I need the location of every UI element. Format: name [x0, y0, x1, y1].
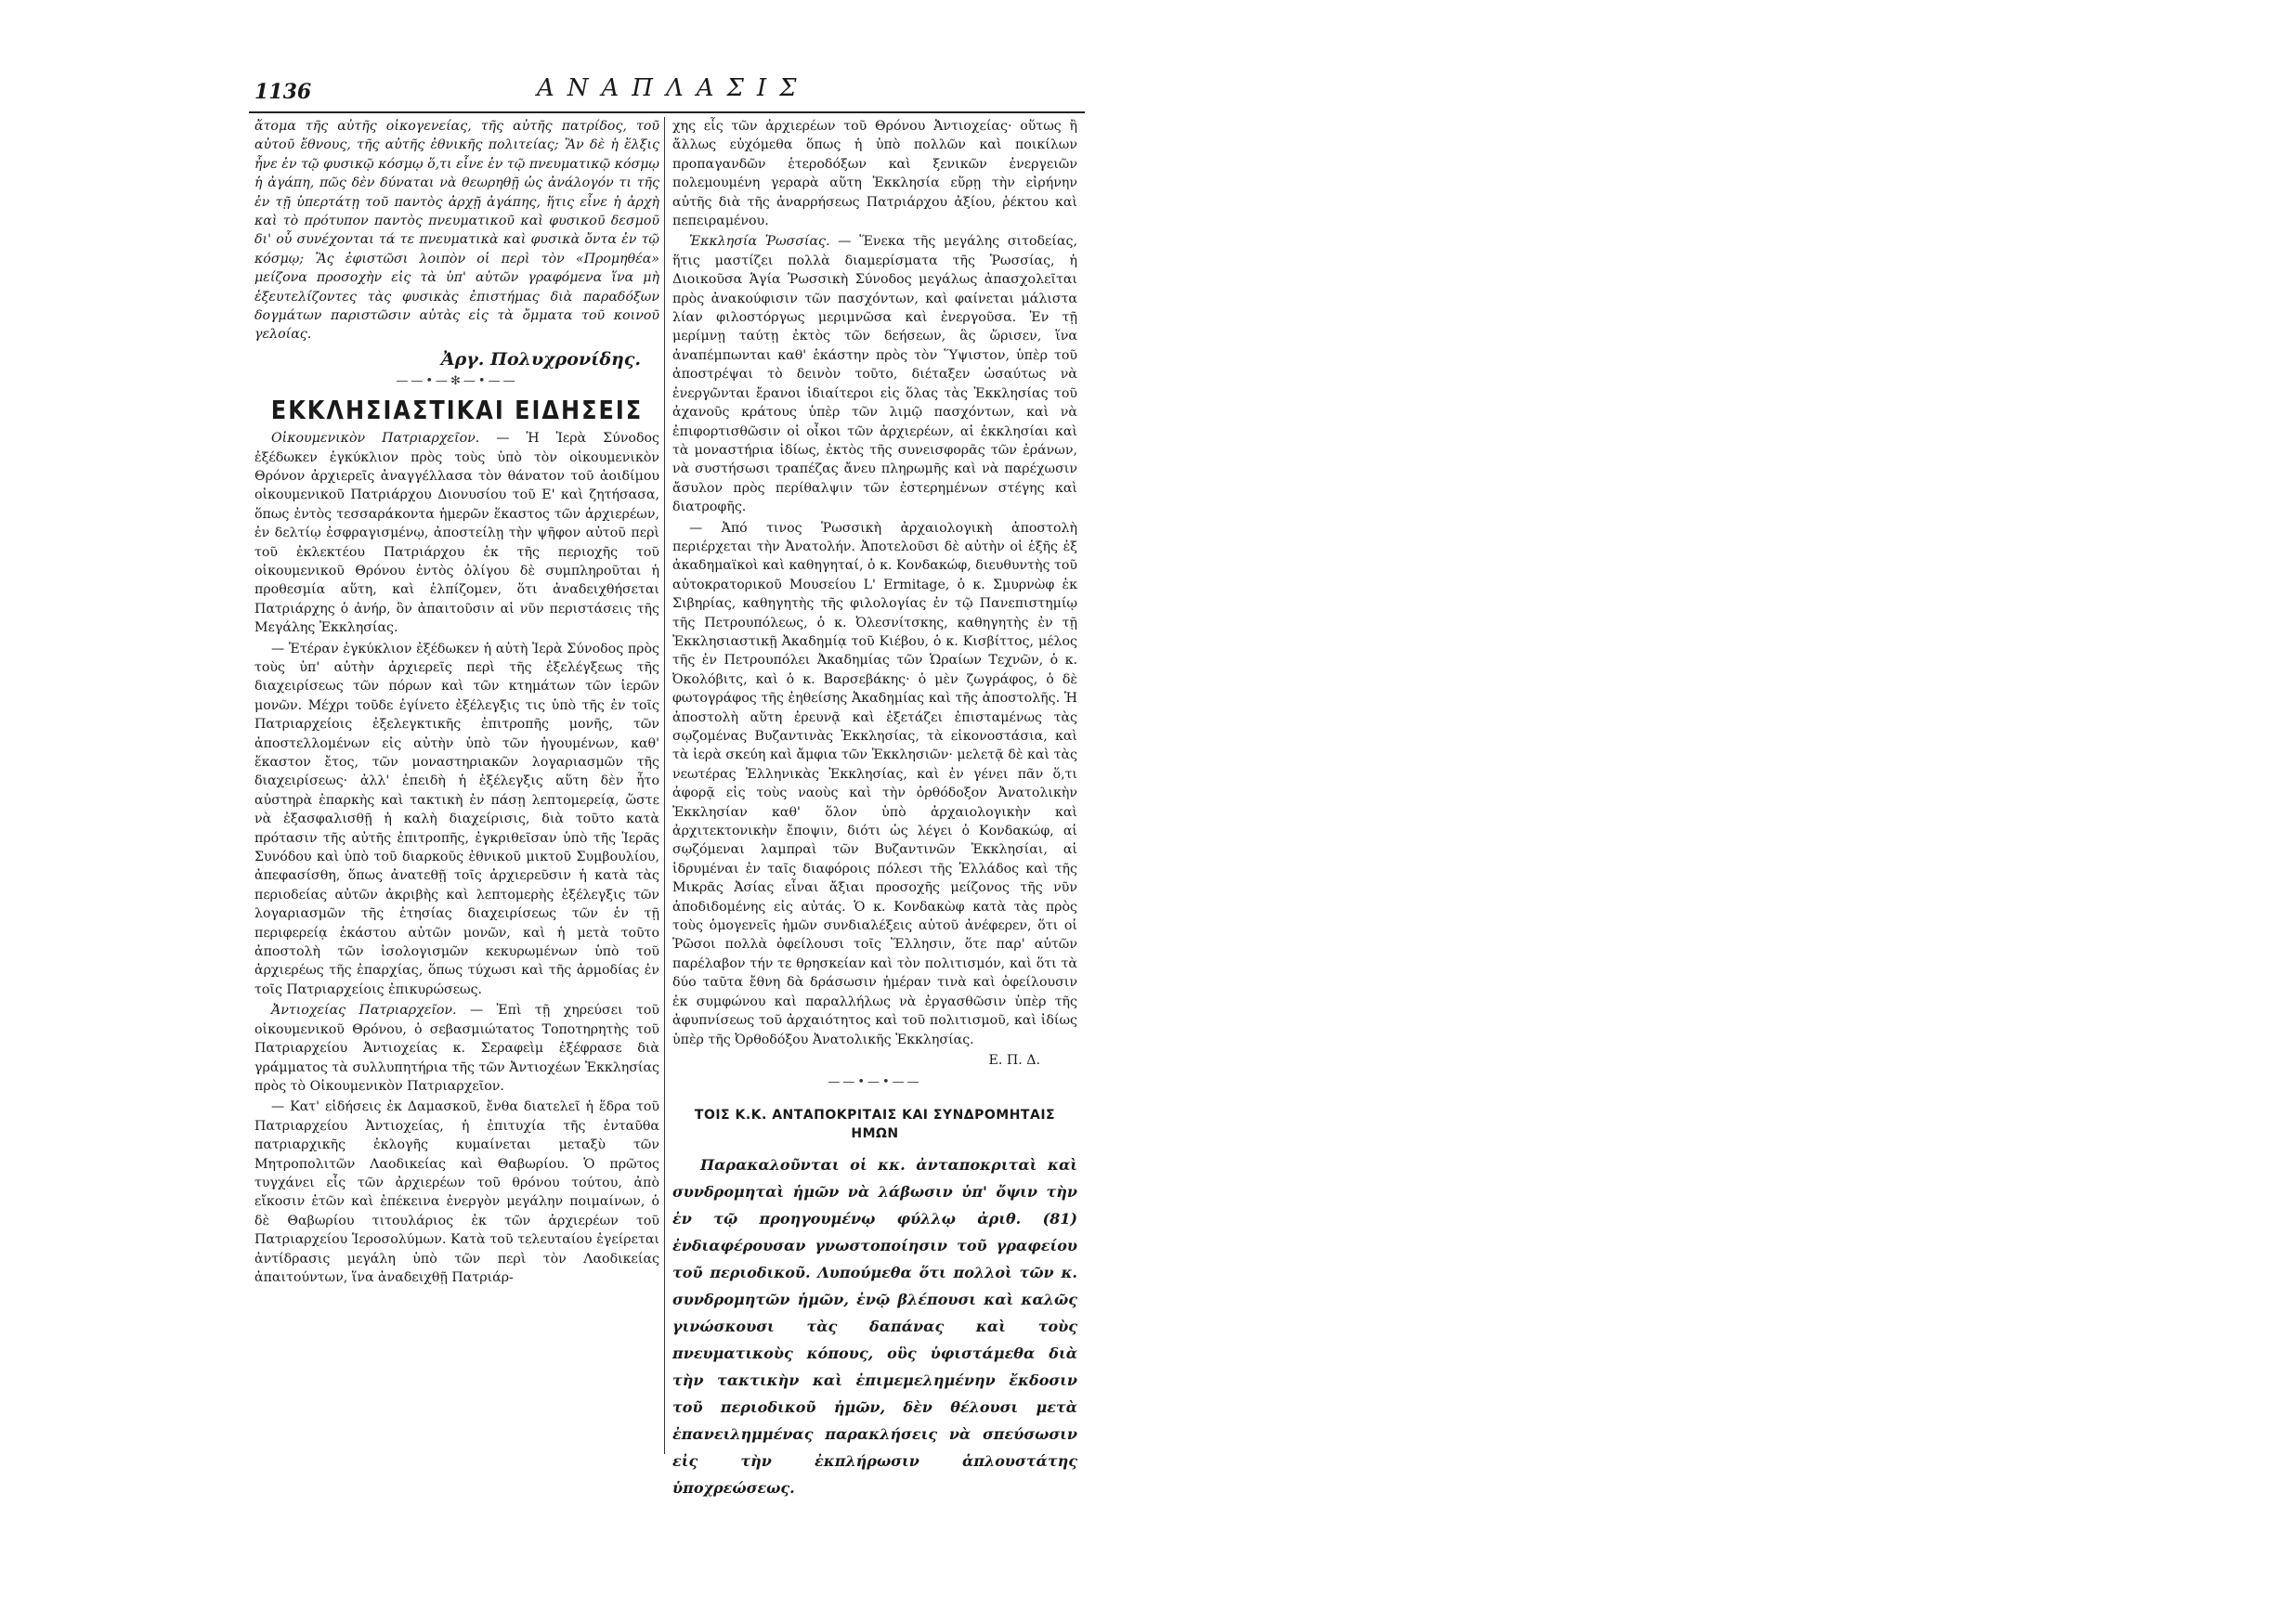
newspaper-page: [249, 56, 1085, 1497]
page-number: 1136: [254, 80, 312, 104]
running-title: ΑΝΑΠΛΑΣΙΣ: [537, 74, 810, 102]
section-title: ΕΚΚΛΗΣΙΑΣΤΙΚΑΙ ΕΙΔΗΣΕΙΣ: [270, 395, 644, 425]
news-item: χης εἷς τῶν ἀρχιερέων τοῦ Θρόνου Ἀντιοχείας· οὕτως ἢ ἄλλως εὐχόμεθα ὅπως ἡ ὑπὸ πολλῶν καὶ ποικίλων προπαγανδῶν ἑτεροδόξων καὶ ξενικῶν ἐνεργειῶν πολεμουμένη γεραρὰ αὕτη Ἐκκλησία εὕρῃ τὴν εἰρήνην αὐτῆς διὰ τῆς ἀναρρήσεως Πατριάρχου ἀξίου, ῥέκτου καὶ πεπειραμένου.: [672, 119, 1077, 229]
notice-title: ΤΟΙΣ Κ.Κ. ΑΝΤΑΠΟΚΡΙΤΑΙΣ ΚΑΙ ΣΥΝΔΡΟΜΗΤΑΙΣ ΗΜΩΝ: [694, 1107, 1056, 1142]
ornament: ——•—✻—•——: [396, 374, 518, 389]
news-lead: Οἰκουμενικὸν Πατριαρχεῖον.: [271, 431, 480, 447]
page-header: [249, 65, 1085, 113]
news-lead: Ἐκκλησία Ῥωσσίας.: [689, 234, 830, 250]
news-body: — Ἕνεκα τῆς μεγάλης σιτοδείας, ἥτις μαστίζει πολλὰ διαμερίσματα τῆς Ῥωσσίας, ἡ Διοικοῦσα Ἁγία Ῥωσσικὴ Σύνοδος μεγάλως ἀπασχολεῖται πρὸς ἀνακούφισιν τῶν πασχόντων, καὶ φαίνεται μάλιστα λίαν φιλοστόργως μεριμνῶσα καὶ ἐνεργοῦσα. Ἐν τῇ μερίμνῃ ταύτῃ ἐκτὸς τῶν δεήσεων, ἃς ὥρισεν, ἵνα ἀναπέμπωνται καθ' ἑκάστην πρὸς τὸν Ὕψιστον, ὑπὲρ τοῦ ἀποστρέψαι τὸ δεινὸν τοῦτο, διέταξεν ὡσαύτως νὰ ἐνεργῶνται ἔρανοι ἰδιαίτεροι εἰς ὅλας τὰς Ἐκκλησίας τοῦ ἀχανοῦς κράτους ὑπὲρ τῶν λιμῷ πασχόντων, καὶ νὰ ἐπιφορτισθῶσιν οἱ οἶκοι τῶν ἀρχιερέων, αἱ ἐκκλησίαι καὶ τὰ μοναστήρια ἰδίως, ἐκτὸς τῆς συνεισφορᾶς τῶν ἐράνων, νὰ συστήσωσι τραπέζας ἄνευ πληρωμῆς καὶ νὰ παρέχωσιν ἄσυλον πρὸς περίθαλψιν τῶν ἐστερημένων στέγης καὶ διατροφῆς.: [672, 234, 1077, 515]
news-item: — Ἑτέραν ἐγκύκλιον ἐξέδωκεν ἡ αὐτὴ Ἱερὰ Σύνοδος πρὸς τοὺς ὑπ' αὐτὴν ἀρχιερεῖς περὶ τῆς ἐξελέγξεως τῆς διαχειρίσεως τῶν πόρων καὶ τῶν κτημάτων τῶν ἱερῶν μονῶν. Μέχρι τοῦδε ἐγίνετο ἐξέλεγξις τις ὑπὸ τῆς ἐν τοῖς Πατριαρχείοις ἐξελεγκτικῆς ἐπιτροπῆς μονῆς, τῶν ἀποστελλομένων εἰς αὐτὴν ὑπὸ τῶν ἡγουμένων, καθ' ἕκαστον ἔτος, τῶν μοναστηριακῶν λογαριασμῶν τῆς διαχειρίσεως· ἀλλ' ἐπειδὴ ἡ ἐξέλεγξις αὕτη δὲν ἦτο αὐστηρὰ ἐπαρκὴς καὶ τακτικὴ ἐν πάσῃ λεπτομερείᾳ, ὥστε νὰ ἐξασφαλισθῇ ἡ καλὴ διαχείρισις, διὰ τοῦτο κατὰ πρότασιν τῆς αὐτῆς ἐπιτροπῆς, ἐγκριθεῖσαν ὑπὸ τῆς Ἱερᾶς Συνόδου καὶ ὑπὸ τοῦ διαρκοῦς ἐθνικοῦ μικτοῦ Συμβουλίου, ἀπεφασίσθη, ὅπως ἀνατεθῇ τοῖς ἀρχιερεῦσιν ἡ κατὰ τὰς περιοδείας αὐτῶν ἀκριβὴς καὶ λεπτομερὴς ἐξέλεγξις τῶν λογαριασμῶν τῆς ἐτησίας διαχειρίσεως τῶν ἐν τῇ περιφερείᾳ ἑκάστου αὐτῶν μονῶν, καὶ ἡ μετὰ τοῦτο ἀποστολὴ τῶν ἰσολογισμῶν κεκυρωμένων ὑπὸ τοῦ ἀρχιερέως τῆς ἐπαρχίας, ὅπως τύχωσι καὶ τῆς ἁρμοδίας ἐν τοῖς Πατριαρχείοις ἐπικυρώσεως.: [254, 641, 659, 997]
ornament: ——•—•——: [828, 1075, 922, 1090]
author-signature: Ἀργ. Πολυχρονίδης.: [440, 348, 641, 370]
author-initials: Ε. Π. Δ.: [988, 1052, 1040, 1068]
column-divider: [664, 117, 665, 1454]
intro-paragraph: ἄτομα τῆς αὐτῆς οἰκογενείας, τῆς αὐτῆς πατρίδος, τοῦ αὐτοῦ ἔθνους, τῆς αὐτῆς ἐθνικῆς πολιτείας; Ἂν δὲ ἡ ἕλξις ἦνε ἐν τῷ φυσικῷ κόσμῳ ὅ,τι εἶνε ἐν τῷ πνευματικῷ κόσμῳ ἡ ἀγάπη, πῶς δὲν δύναται νὰ θεωρηθῇ ὡς ἀνάλογόν τι τῆς ἐν τῇ ὑπερτάτῃ τοῦ παντὸς ἀρχῇ ἀγάπης, ἥτις εἶνε ἡ ἀρχὴ καὶ τὸ πρότυπον παντὸς πνευματικοῦ καὶ φυσικοῦ δεσμοῦ δι' οὗ συνέχονται τά τε πνευματικὰ καὶ φυσικὰ ὄντα ἐν τῷ κόσμῳ; Ἂς ἐφιστῶσι λοιπὸν οἱ περὶ τὸν «Προμηθέα» μείζονα προσοχὴν εἰς τὰ ὑπ' αὐτῶν γραφόμενα ἵνα μὴ ἐξευτελίζοντες τὰς φυσικὰς ἐπιστήμας διὰ παραδόξων δογμάτων παριστῶσιν αὐτὰς εἰς τὰ ὄμματα τοῦ κοινοῦ γελοίας.: [254, 119, 659, 343]
right-column: [672, 117, 1077, 1503]
news-item: [254, 1001, 659, 1096]
news-item: — Ἀπό τινος Ῥωσσικὴ ἀρχαιολογικὴ ἀποστολὴ περιέρχεται τὴν Ἀνατολήν. Ἀποτελοῦσι δὲ αὐτὴν οἱ ἑξῆς ἐξ ἀκαδημαϊκοὶ καὶ καθηγηταί, ὁ κ. Κονδακώφ, διευθυντὴς τοῦ αὐτοκρατορικοῦ Μουσείου L' Ermitage, ὁ κ. Σμυρνὼφ ἐκ Σιβηρίας, καθηγητὴς τῆς φιλολογίας ἐν τῷ Πανεπιστημίῳ τῆς Πετρουπόλεως, ὁ κ. Ὀλεσνίτσκης, καθηγητὴς ἐν τῇ Ἐκκλησιαστικῇ Ἀκαδημίᾳ τοῦ Κιέβου, ὁ κ. Κισβίττος, μέλος τῆς ἐν Πετρουπόλει Ἀκαδημίας τῶν Ὡραίων Τεχνῶν, ὁ κ. Ὀκολόβιτς, καὶ ὁ κ. Βαρσεβάκης· ὁ μὲν ζωγράφος, ὁ δὲ φωτογράφος τῆς ἐηθείσης Ἀκαδημίας καὶ τῆς ἀποστολῆς. Ἡ ἀποστολὴ αὕτη ἐρευνᾷ καὶ ἐξετάζει ἐπισταμένως τὰς σῳζομένας Βυζαντινὰς Ἐκκλησίας, τὰ εἰκονοστάσια, καὶ τὰ ἱερὰ σκεύη καὶ ἄμφια τῶν Ἐκκλησιῶν· μελετᾷ δὲ καὶ τὰς νεωτέρας Ἑλληνικὰς Ἐκκλησίας, καὶ ἐν γένει πᾶν ὅ,τι ἀφορᾷ εἰς τοὺς ναοὺς καὶ τὴν ὀρθόδοξον Ἀνατολικὴν Ἐκκλησίαν καθ' ὅλον ὑπὸ ἀρχαιολογικὴν καὶ ἀρχιτεκτονικὴν ἔποψιν, διότι ὡς λέγει ὁ Κονδακώφ, αἱ σῳζόμεναι λαμπραὶ τῶν Βυζαντινῶν Ἐκκλησίαι, αἱ ἱδρυμέναι ἐν ταῖς διαφόροις πόλεσι τῆς Ἑλλάδος καὶ τῆς Μικρᾶς Ἀσίας εἶναι ἄξιαι προσοχῆς μείζονος τῆς νῦν ἀποδιδομένης εἰς αὐτάς. Ὁ κ. Κονδακὼφ κατὰ τὰς πρὸς τοὺς ὁμογενεῖς ἡμῶν συνδιαλέξεις αὐτοῦ ἀνέφερεν, ὅτι οἱ Ῥῶσοι πολλὰ ὀφείλουσι τοῖς Ἕλλησιν, ὅτε παρ' αὐτῶν παρέλαβον τήν τε θρησκείαν καὶ τὸν πολιτισμόν, καὶ ὅτι τὰ δύο ταῦτα ἔθνη δὰ δράσωσιν ἡμέραν τινὰ καὶ ὀφείλουσιν ἐκ συμφώνου καὶ παραλλήλως νὰ ἐργασθῶσιν ὑπὲρ τῆς ἀφυπνίσεως τοῦ ἀρχαιότητος καὶ τοῦ πολιτισμοῦ, καὶ ἰδίως ὑπὲρ τῆς Ὀρθοδόξου Ἀνατολικῆς Ἐκκλησίας.: [672, 520, 1077, 1047]
news-body: — Ἐπὶ τῇ χηρεύσει τοῦ οἰκουμενικοῦ Θρόνου, ὁ σεβασμιώτατος Τοποτηρητὴς τοῦ Πατριαρχείου Ἀντιοχείας κ. Σεραφεὶμ ἐξέφρασε διὰ γράμματος τὰ συλλυπητήρια τῆς τῶν Ἀντιοχέων Ἐκκλησίας πρὸς τὸ Οἰκουμενικὸν Πατριαρχεῖον.: [254, 1003, 659, 1094]
notice-body: Παρακαλοῦνται οἱ κκ. ἀνταποκριταὶ καὶ συνδρομηταὶ ἡμῶν νὰ λάβωσιν ὑπ' ὄψιν τὴν ἐν τῷ προηγουμένῳ φύλλῳ ἀριθ. (81) ἐνδιαφέρουσαν γνωστοποίησιν τοῦ γραφείου τοῦ περιοδικοῦ. Λυπούμεθα ὅτι πολλοὶ τῶν κ. συνδρομητῶν ἡμῶν, ἐνῷ βλέπουσι καὶ καλῶς γινώσκουσι τὰς δαπάνας καὶ τοὺς πνευματικοὺς κόπους, οὓς ὑφιστάμεθα διὰ τὴν τακτικὴν καὶ ἐπιμεμελημένην ἔκδοσιν τοῦ περιοδικοῦ ἡμῶν, δὲν θέλουσι μετὰ ἐπανειλημμένας παρακλήσεις νὰ σπεύσωσιν εἰς τὴν ἐκπλήρωσιν ἁπλουστάτης ὑποχρεώσεως.: [672, 1155, 1077, 1497]
news-lead: Ἀντιοχείας Πατριαρχεῖον.: [271, 1003, 457, 1019]
news-item: — Κατ' εἰδήσεις ἐκ Δαμασκοῦ, ἔνθα διατελεῖ ἡ ἕδρα τοῦ Πατριαρχείου Ἀντιοχείας, ἡ ἐπιτυχία τῆς ἐνταῦθα πατριαρχικῆς ἐκλογῆς κυμαίνεται μεταξὺ τῶν Μητροπολιτῶν Λαοδικείας καὶ Θαβωρίου. Ὁ πρῶτος τυγχάνει εἷς τῶν ἀρχιερέων τοῦ θρόνου τούτου, ἀπὸ εἴκοσιν ἐτῶν καὶ ἐπέκεινα ἐνεργὸν μεγάλην ποιμαίνων, ὁ δὲ Θαβωρίου τιτουλάριος ἐκ τῶν ἀρχιερέων τοῦ Πατριαρχείου Ἱεροσολύμων. Κατὰ τοῦ τελευταίου ἐγείρεται ἀντίδρασις μεγάλη ὑπὸ τῶν περὶ τὸν Λαοδικείας ἀπαιτούντων, ἵνα ἀναδειχθῇ Πατριάρ-: [254, 1099, 659, 1285]
news-item: [254, 429, 659, 637]
left-column: [254, 117, 659, 1289]
news-item: [672, 232, 1077, 516]
news-body: — Ἡ Ἱερὰ Σύνοδος ἐξέδωκεν ἐγκύκλιον πρὸς τοὺς ὑπὸ τὸν οἰκουμενικὸν Θρόνον ἀρχιερεῖς ἀναγγέλλασα τὸν θάνατον τοῦ ἀοιδίμου οἰκουμενικοῦ Πατριάρχου Διονυσίου τοῦ Ε' καὶ ζητήσασα, ὅπως ἐντὸς τεσσαράκοντα ἡμερῶν ἕκαστος τῶν ἀρχιερέων, ἐν δελτίῳ ἐσφραγισμένῳ, ἀποστείλῃ τὴν ψῆφον αὐτοῦ περὶ τοῦ ἐκλεκτέου Πατριάρχου ἐκ τῆς περιοχῆς τοῦ οἰκουμενικοῦ Θρόνου ἐντὸς ὀλίγου δὲ συμπληροῦται ἡ προθεσμία αὕτη, καὶ ἐλπίζομεν, ὅτι ἀναδειχθήσεται Πατριάρχης ὁ ἀνήρ, ὃν ἀπαιτοῦσιν αἱ νῦν περιστάσεις τῆς Μεγάλης Ἐκκλησίας.: [254, 431, 660, 636]
